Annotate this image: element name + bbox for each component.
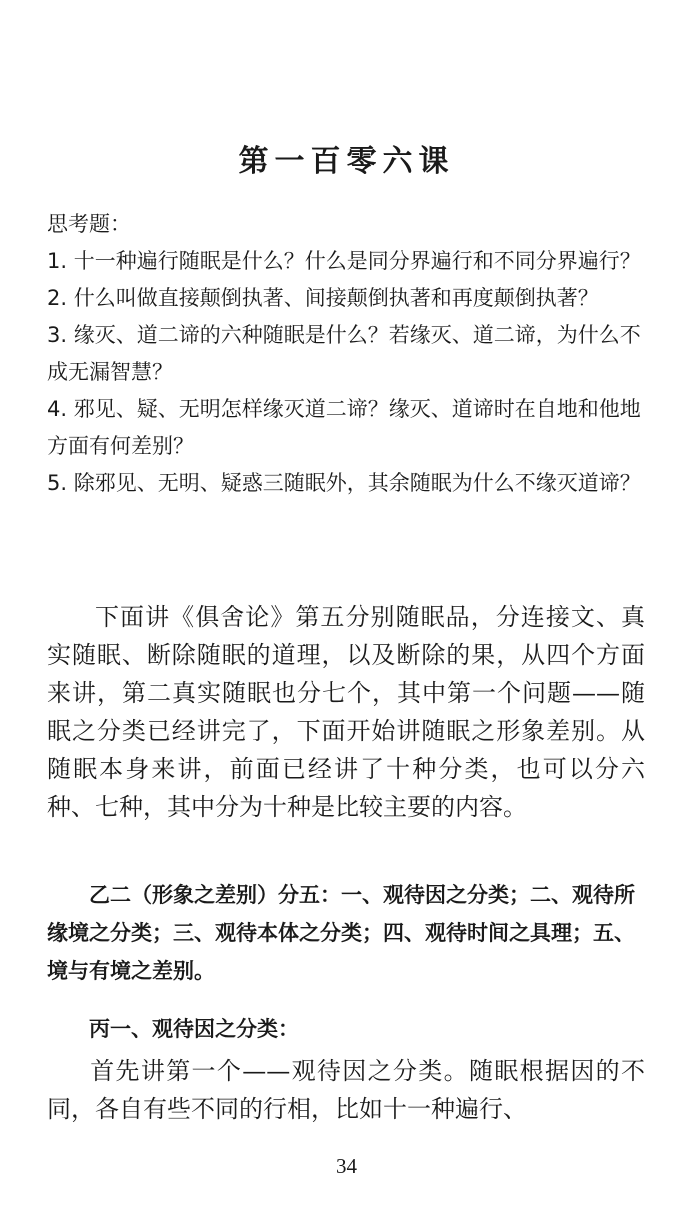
- section-heading: 乙二（形象之差别）分五：一、观待因之分类；二、观待所缘境之分类；三、观待本体之分类；四、观待时间之具理；五、境与有境之差别。: [47, 883, 635, 983]
- page-number: 34: [336, 1154, 357, 1178]
- subsection-heading: 丙一、观待因之分类：: [89, 1017, 299, 1041]
- study-questions: [47, 206, 647, 502]
- body-paragraph: 下面讲《俱舍论》第五分别随眠品，分连接文、真实随眠、断除随眠的道理，以及断除的果，从四个方面来讲，第二真实随眠也分七个，其中第一个问题——随眠之分类已经讲完了，下面开始讲随眠之形象差别。从随眠本身来讲，前面已经讲了十种分类，也可以分六种、七种，其中分为十种是比较主要的内容。: [47, 603, 645, 821]
- question-item: 4. 邪见、疑、无明怎样缘灭道二谛？缘灭、道谛时在自地和他地方面有何差别？: [47, 397, 641, 458]
- question-item: 3. 缘灭、道二谛的六种随眠是什么？若缘灭、道二谛，为什么不成无漏智慧？: [47, 323, 641, 384]
- body-paragraph: 首先讲第一个——观待因之分类。随眠根据因的不同，各自有些不同的行相，比如十一种遍行、: [47, 1057, 645, 1123]
- question-item: 5. 除邪见、无明、疑惑三随眠外，其余随眠为什么不缘灭道谛？: [47, 471, 641, 495]
- questions-heading: 思考题：: [47, 212, 131, 236]
- lesson-title: 第一百零六课: [238, 144, 455, 179]
- question-item: 1. 十一种遍行随眠是什么？什么是同分界遍行和不同分界遍行？: [47, 249, 641, 273]
- question-item: 2. 什么叫做直接颠倒执著、间接颠倒执著和再度颠倒执著？: [47, 286, 599, 310]
